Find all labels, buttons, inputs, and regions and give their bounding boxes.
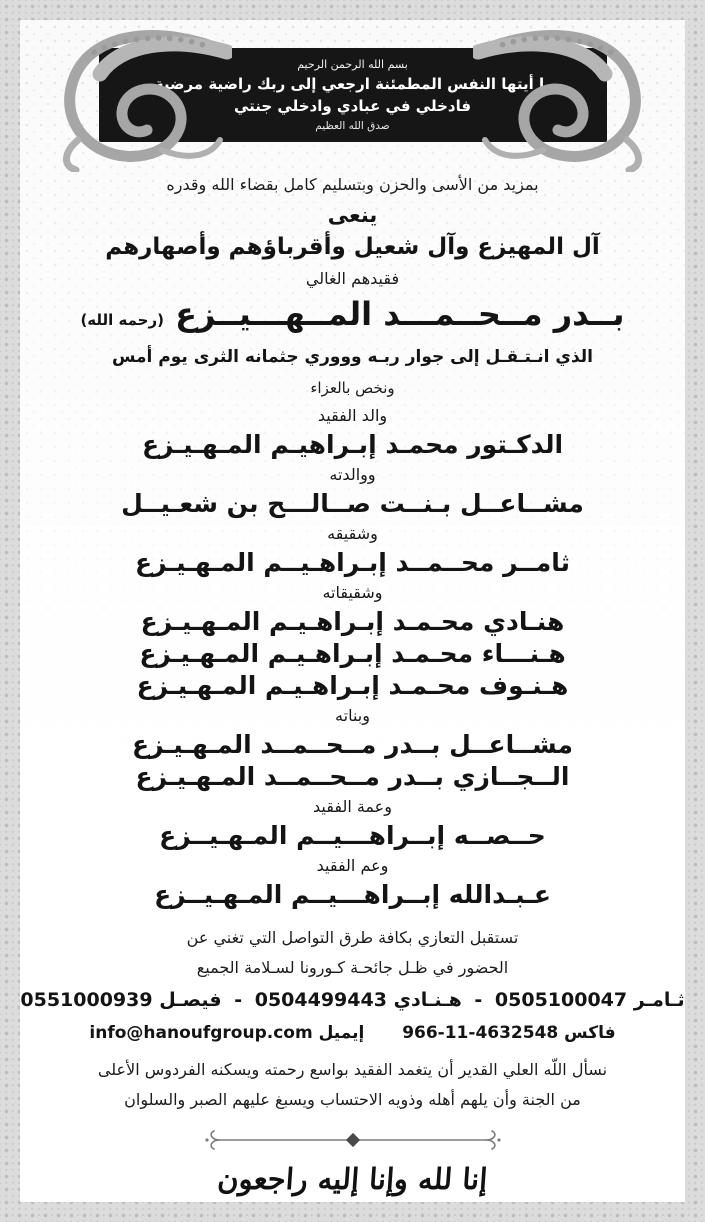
rahma-text: (رحمه الله) — [80, 311, 164, 329]
contact-name: فيصـل — [159, 989, 222, 1011]
footer-divider-icon — [198, 1129, 508, 1151]
header — [20, 20, 685, 170]
relation-label: ووالدته — [329, 465, 376, 484]
notice-line-2: الحضور في ظـل جائحـة كـورونا لسـلامة الجميع — [196, 958, 509, 977]
dua-section — [20, 1055, 685, 1115]
condolence-intro: ونخص بالعزاء — [310, 379, 395, 397]
relation-label: وشقيقه — [327, 524, 378, 543]
bismillah-text: بسم الله الرحمن الرحيم — [297, 57, 408, 71]
relative-name: مشــاعــل بـنــت صــالـــح بن شعـيــل — [121, 489, 584, 518]
relative-name: ثامــر محــمــد إبـراهـيــم المـهـيـزع — [135, 548, 570, 577]
contact-number: 0505100047 — [494, 989, 628, 1011]
relation-label: وعمة الفقيد — [313, 797, 392, 816]
contact-name: هـنـادي — [393, 989, 462, 1011]
families-line: آل المهيزع وآل شعيل وأقرباؤهم وأصهارهم — [105, 234, 600, 260]
sadaqa-text: صدق الله العظيم — [315, 120, 390, 133]
relation-label: وعم الفقيد — [316, 856, 389, 875]
relative-name: الدكـتور محمـد إبـراهيـم المـهـيـزع — [141, 430, 564, 459]
relative-name: هـنـــاء محـمـد إبـراهـيـم المـهـيـزع — [139, 639, 566, 668]
contact-number: 0551000939 — [20, 989, 153, 1011]
contact-number: 0504499443 — [254, 989, 387, 1011]
relation-label: والد الفقيد — [317, 406, 388, 425]
dearly-line: فقيدهم الغالي — [305, 269, 400, 288]
quran-verse: يا أيتها النفس المطمئنة ارجعي إلى ربك راضية مرضية فادخلي في عبادي وادخلي جنتي — [154, 74, 551, 115]
contact-name: ثـامـر — [633, 989, 685, 1011]
istirja-calligraphy: إنا لله وإنا إليه راجعون — [216, 1162, 489, 1196]
relative-name: هـنـوف محـمـد إبـراهـيـم المـهـيـزع — [136, 671, 569, 700]
deceased-name — [20, 294, 685, 340]
email-label: إيميل — [318, 1023, 365, 1043]
condolence-notice — [20, 923, 685, 983]
contact-separator: - — [474, 989, 483, 1011]
fax-number: 966-11-4632548 — [402, 1023, 559, 1043]
relation-label: وبناته — [335, 706, 370, 725]
fax-email-line — [20, 1017, 685, 1049]
relative-name: الــجــازي بــدر مــحــمــد المـهـيـزع — [135, 762, 570, 791]
announce-word: ينعى — [327, 203, 378, 227]
relative-name: مشــاعــل بــدر مــحــمــد المـهـيـزع — [132, 730, 573, 759]
relative-name: حــصــه إبــراهـــيــم المـهـيــزع — [159, 821, 546, 850]
dua-line-2: من الجنة وأن يلهم أهله وذويه الاحتساب ويسبغ عليهم الصبر والسلوان — [124, 1090, 581, 1109]
phone-contacts — [20, 983, 685, 1017]
relation-label: وشقيقاته — [322, 583, 383, 602]
relatives-list — [20, 402, 685, 911]
deceased-name-text: بــدر مــحــمـــد المــهـــيــزع — [175, 295, 625, 333]
fax-label: فاكس — [564, 1023, 616, 1043]
intro-line: بمزيد من الأسى والحزن وبتسليم كامل بقضاء الله وقدره — [166, 175, 539, 194]
announcement-panel — [20, 20, 685, 1202]
email-address: info@hanoufgroup.com — [89, 1023, 313, 1043]
relative-name: هنـادي محـمـد إبـراهـيـم المـهـيـزع — [140, 607, 565, 636]
verse-banner — [99, 48, 607, 142]
burial-detail: الذي انـتـقـل إلى جوار ربـه وووري جثمانه الثرى يوم أمس — [111, 347, 593, 367]
notice-line-1: تستقبل التعازي بكافة طرق التواصل التي تغني عن — [186, 928, 519, 947]
relative-name: عـبـدالله إبــراهـــيــم المـهـيــزع — [154, 880, 551, 909]
dua-line-1: نسأل اللّه العلي القدير أن يتغمد الفقيد بواسع رحمته ويسكنه الفردوس الأعلى — [97, 1060, 608, 1079]
contact-separator: - — [234, 989, 243, 1011]
